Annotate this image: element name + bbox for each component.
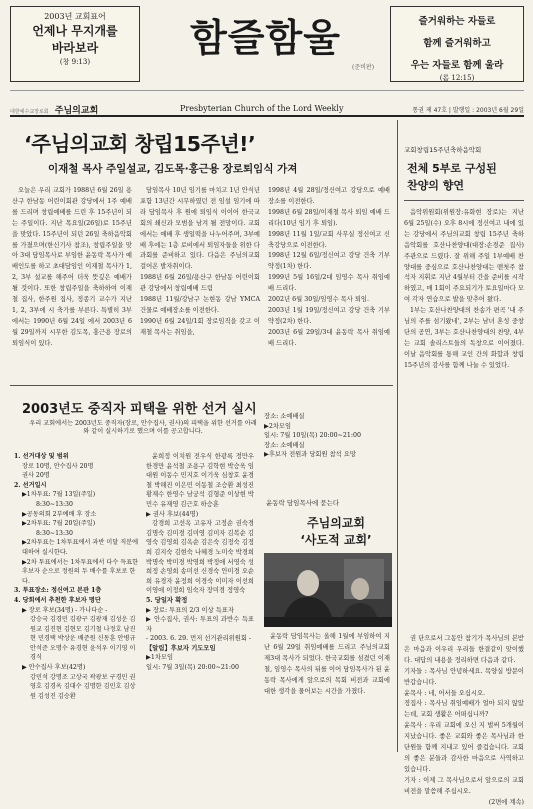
column-paragraph: ▶1차모임 <box>146 654 174 662</box>
column-paragraph: 1988년 11월/강남구 논현동 강남 YMCA 건물로 예배장소를 이전한다. <box>140 296 260 314</box>
election-detail-line: ▶2차투표는 1차투표에서 과반 미달 직분에 대하여 실시한다. <box>22 539 139 556</box>
election-section-heading: 2. 선거일시 <box>14 481 47 489</box>
election-detail-line: ▶ 안수집사 후보(42명) <box>22 664 86 672</box>
column-paragraph: ▶후보자 전원과 당회원 참석 요망 <box>264 451 356 459</box>
church-name-text: 주님의교회 <box>54 106 99 116</box>
election-prayer-meeting <box>264 412 390 482</box>
interview-title <box>288 515 384 549</box>
section-divider <box>10 385 393 386</box>
column-paragraph: 5. 당일자 확정 <box>146 596 188 604</box>
verse-line-2: 함께 즐거워하고 <box>423 38 491 49</box>
column-paragraph: ▶2차모임 <box>264 422 292 430</box>
motto-line-2: 바라보라 <box>51 41 99 55</box>
column-paragraph: 1998년 6월 28일/이재철 목사 퇴임 예배 드리다(10년 임기 후 퇴임). <box>268 208 390 227</box>
church-english-name: Presbyterian Church of the Lord Weekly <box>180 104 344 113</box>
column-paragraph: 강경희 고선옥 고유자 고정순 권숙경 김명숙 김미경 김미영 김미자 김복순 김영숙 김영희 김옥순 김은숙 김정숙 김정희 김지숙 김현숙 나혜경 노미숙 박경희 박명숙 박미경 박영희 박정애 서영숙 성희정 손영희 송미선 신경숙 안미경 오순희 유경자 윤정희 이경숙 이미자 이선희 이영애 이정희 임숙자 장미경 정영숙 <box>146 520 254 595</box>
column-paragraph: 1988년 6월 26일/용산구 한남동 어린이회관 강당에서 창립예배 드림 <box>140 274 260 293</box>
column-paragraph: 일시: 7월 3일(목) 20:00~21:00 <box>146 664 240 672</box>
sidebar-title-rule <box>404 200 524 201</box>
interview-paragraph: 윤동락 담임목사는 올해 1월에 부임하여 지난 6월 29일 취임예배를 드리고 주님의교회 제3대 목사가 되었다. 한국교회를 섬겼던 이재철, 임영수 목사의 뒤를 이어 담임목사가 된 윤동락 목사에게 앞으로의 목회 비전과 교회에 대한 생각을 물어보는 시간을 가졌다. <box>264 633 390 695</box>
column-paragraph: 담임목사 10년 임기를 마치고 1년 안식년 포함 13년간 시무하였던 전 임설 임기에 따라 담임목사 후 원에 퇴임식 이이어 한국교회의 쇄신과 모범을 남겨 될 전망이다. 교회에서는 예배 후 생일떡을 나누어주며, 3부예배 후에는 1층 로비에서 퇴임자들을 위한 다과회를 준비하고 있다. 다음은 주님의교회 걸어온 발자취이다. <box>140 187 260 271</box>
interview-title-line-1: 주님의교회 <box>307 516 365 530</box>
election-detail-line: 8:30~13:30 <box>36 529 73 537</box>
interview-photo <box>264 553 392 627</box>
election-section-heading: 3. 투표장소: 정신여고 본관 1층 <box>14 587 102 595</box>
column-paragraph: 1999년 5월 16일/2대 임영수 목사 취임예배 드리다. <box>268 274 390 293</box>
masthead-divider <box>10 90 524 96</box>
motto-line-1: 언제나 무지개를 <box>32 24 118 38</box>
column-paragraph: 1990년 6월 24일/1회 장로임직을 갖고 이재철 목사는 취임을, <box>140 317 260 336</box>
column-paragraph: 1998년 12월 6일/정신여고 강당 건축 기부약정(1차) 한다. <box>268 252 390 271</box>
verse-reference: (롬 12:15) <box>439 74 475 82</box>
column-paragraph: 1998년 11월 1일/교회 사무실 정신여고 신축강당으로 이전한다. <box>268 230 390 249</box>
interview-column-2 <box>404 634 524 806</box>
column-paragraph: 2003년 6월 29일/3대 윤동락 목사 취임예배 드리다. <box>268 328 390 347</box>
interview-kicker: 윤동락 담임목사에 묻는다 <box>266 499 340 507</box>
sidebar-title-line-1: 전체 5부로 구성된 <box>407 162 497 175</box>
column-paragraph: - 2003. 6. 29. 먼저 선거관리위원회 - <box>146 635 252 643</box>
column-paragraph: 2003년 1월 19일/정신여고 강당 건축 기부약정(2차) 한다. <box>268 306 390 325</box>
election-detail-line: 강승국 김경민 김광구 김광재 김성운 김원교 김진현 김현모 김기철 나정호 남진현 민경택 박상운 배준원 신동훈 안병규 안석준 오명수 유경현 윤석우 이기영 이경식 <box>30 616 136 662</box>
newspaper-logo: 함즐함울 <box>190 16 341 60</box>
election-detail-line: 권사 20명 <box>22 472 50 480</box>
sidebar-divider <box>397 120 398 752</box>
election-intro: 우리 교회에서는 2003년도 중직자(장로, 안수집사, 권사)의 피택을 위한 선거를 아래와 같이 실시하기로 했으며 이를 공고합니다. <box>29 420 257 435</box>
column-paragraph: 일시: 7월 10일(목) 20:00~21:00 <box>264 432 362 440</box>
column-paragraph: 윤목사 : 우리 교회에 오신 지 벌써 5개월이 지났습니다. 좋은 교회와 좋은 목사님과 한 단원들 함께 지내고 있어 즐겁습니다. 교회의 좋은 분들과 감사한 마음으로 사역하고 있습니다. <box>404 722 524 773</box>
column-paragraph: 기자들 : 목사님 안녕하세요. 목양실 방문이 반갑습니다. <box>404 667 524 686</box>
column-paragraph: 권 단으로서 그동안 참기가 목사님의 본받은 마음과 이우리 우리들 한결같이 맞이했다. 대답의 내용을 정리하면 다음과 같다. <box>404 635 524 664</box>
verse-box <box>390 6 524 82</box>
main-article-column-3 <box>268 186 390 376</box>
election-detail-line: ▶1차투표: 7월 13일(주일) <box>22 491 96 499</box>
interview-column-1 <box>264 632 390 754</box>
pastor-photo-icon <box>264 553 392 627</box>
main-article-paragraph: 오늘은 우리 교회가 1988년 6월 26일 용산구 한남동 어린이회관 강당에서 1주 예배를 드리며 창립예배를 드린 후 15주년이 되는 주일이다. 지난 목요일(26일)로 15주년을 맞았다. 15주년이 되던 26일 축하음악회를 가졌으며(한신기사 참조), 창립주일을 맞아 3대 담임목사로 부임한 윤동락 목사가 예배인도를 하고 초대담임인 이재철 목사가 1, 2, 3부 설교를 해주어 더욱 뜻깊은 예배가 될 것이다. 또한 창립주일을 축하하여 이재철 집사, 한주원 집사, 정종기 교수가 지난 1, 2, 3부에 시 축가를 부른다. 특별히 3부에서는 1990년 6월 24일 에서 2003년 6월 29일까지 시무한 김도목, 홍근용 장로의 퇴임식이 있다. <box>12 187 132 347</box>
column-paragraph: ▶ 권사 후보(44명) <box>146 510 199 518</box>
verse-line-1: 즐거워하는 자들로 <box>418 16 496 27</box>
column-paragraph: 기자 : 이제 그 목사님으로서 앞으로의 교회 비전을 말씀해 주십시오. <box>404 776 524 795</box>
column-paragraph: ▶ 안수집사, 권사: 투표의 과반수 득표자 <box>146 616 254 633</box>
column-paragraph: 장소: 소예배실 <box>264 441 305 449</box>
main-article-column-1 <box>12 186 132 376</box>
main-article-column-2 <box>140 186 260 376</box>
column-paragraph: 【알림】후보자 기도모임 <box>146 644 216 652</box>
column-paragraph: 1998년 4월 28일/정신여고 강당으로 예배장소를 이전한다. <box>268 187 390 205</box>
column-paragraph: 2002년 6월 30일/임영수 목사 퇴임. <box>268 296 370 304</box>
election-detail-line: ▶ 장로 후보(34명) - 가나다순 - <box>22 606 108 614</box>
motto-reference: (창 9:13) <box>59 58 91 66</box>
interview-title-line-2: ‘사도적 교회’ <box>300 533 372 547</box>
election-title: 2003년도 중직자 피택을 위한 선거 실시 <box>22 402 257 417</box>
column-paragraph: 음악위원회(위원장:유화현 장로)는 지난 6월 25일(수) 오후 8시에 정신여고 내에 있는 강당에서 주님의교회 창립 15주년 축하음악회를 호산나찬양대(대장:손경준 집사)주관으로 드렸다. 잘 위해 주일 1부예배 찬양대를 중심으로 호산나찬양대는 맨첫주 참석자 지휘로 지난 4월부터 간을 준비를 시작하였고, 매 1회이 주요되기가 토요일마다 모여 각자 연습으로 발을 맞추어 왔다. <box>404 209 524 304</box>
election-section-heading: 4. 당회에서 추천한 후보자 명단 <box>14 596 101 604</box>
sidebar-title-line-2: 찬양의 향연 <box>407 179 464 192</box>
election-detail-line: ▶2차투표: 7월 20일(주일) <box>22 520 96 528</box>
column-paragraph: 윤목사 : 네, 어서들 오십시오. <box>404 689 486 697</box>
church-motto-box <box>10 6 140 82</box>
logo-subtitle: (준비판) <box>352 64 375 71</box>
column-paragraph: 장소: 소예배실 <box>264 413 305 420</box>
column-paragraph: 윤희정 이치원 전우식 한광록 정만우 한경만 윤석철 조용구 김학현 박승욱 임대원 이동수 민지호 이기욱 심창호 윤경철 박해진 이은민 이동철 조승환 최성진 황재수 한영수 남궁석 김형준 이상현 박민수 유재영 김근호 하승훈 <box>146 453 254 508</box>
motto-year: 2003년 교회표어 <box>44 12 106 21</box>
main-headline: ‘주님의교회 창립15주년!’ <box>24 132 256 156</box>
election-detail-line: 8:30~13:30 <box>36 500 73 508</box>
verse-line-3: 우는 자들로 함께 울라 <box>410 60 504 71</box>
main-subhead: 이재철 목사 주일설교, 김도목·홍근용 장로퇴임식 가져 <box>48 163 298 175</box>
election-detail-line: 장로 10명, 안수집사 20명 <box>22 462 94 470</box>
issue-info: 통권 제 47호 | 발행일 : 2003년 6월 29일 <box>412 107 524 114</box>
denomination-label: 대한예수교장로회 <box>10 109 49 115</box>
sidebar-kicker: 교회창립15주년축하음악회 <box>404 146 482 154</box>
election-details <box>14 452 140 752</box>
election-detail-line: 강민석 강명조 고상국 곽광보 구경민 권영호 김경옥 김대수 김명한 김민호 김상원 김성진 김승환 <box>30 673 136 700</box>
column-paragraph: ▶ 장로: 투표의 2/3 이상 득표자 <box>146 606 234 614</box>
continued-note: (2면에 계속) <box>488 798 524 806</box>
column-paragraph: 정집사 : 목사님 취임예배가 얼마 되지 않았는데, 교회 생활은 어떠십니까? <box>404 700 524 719</box>
election-detail-line: ▶2차 투표에서는 1차투표에서 다수 득표한 후보자 순으로 정원의 두 배수를 후보로 한다. <box>22 558 139 585</box>
column-paragraph: 1부는 호산나찬양대의 찬송가 편곡 '내 주님의 주를 섬기왔네', 2부는 남녀 혼성 중창단의 공연, 3부는 호산나찬양대의 찬양, 4부는 교회 솔리스트들의 독창으로 이어졌다. 이날 음악회를 통해 교인 간의 화합과 창립 15주년의 감사를 함께 나눌 수 있었다. <box>404 307 524 369</box>
nameplate-bar <box>10 101 524 117</box>
election-section-heading: 1. 선거대상 및 범위 <box>14 453 69 460</box>
election-candidates-column <box>146 452 254 752</box>
masthead <box>0 0 533 98</box>
church-name <box>10 103 98 116</box>
election-detail-line: ▶공동의회 2부예배 후 장소 <box>22 510 97 518</box>
sidebar-title <box>407 160 523 194</box>
